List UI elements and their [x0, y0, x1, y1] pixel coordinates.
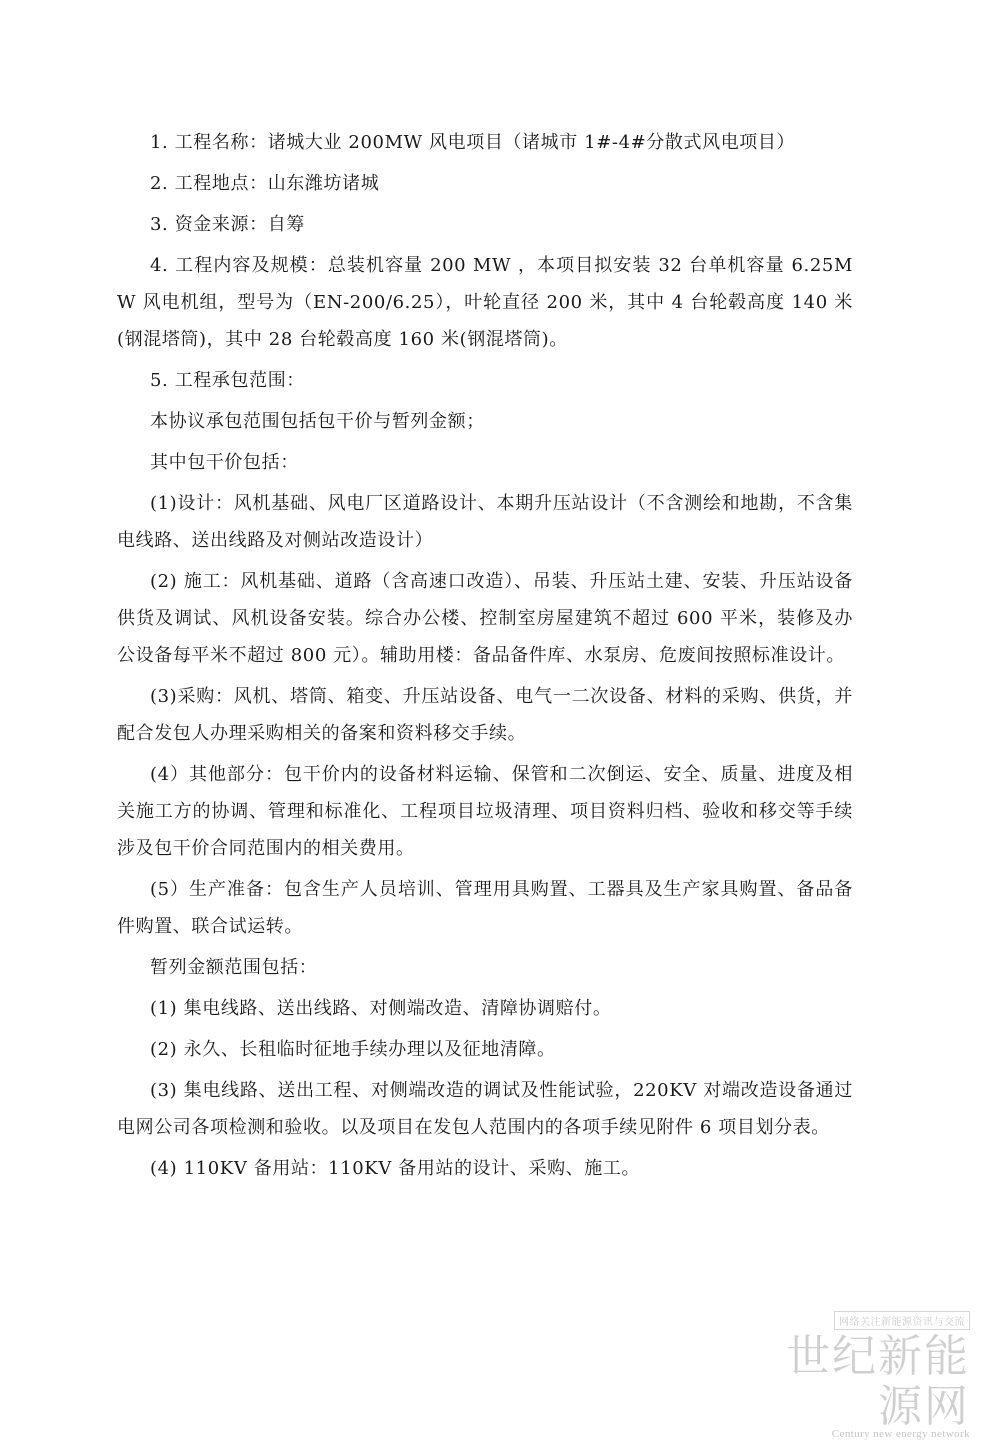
paragraph-funding-source: 3. 资金来源：自筹	[150, 214, 305, 235]
paragraph-contract-scope-heading: 5. 工程承包范围：	[150, 370, 305, 391]
paragraph-project-location: 2. 工程地点：山东潍坊诸城	[150, 173, 380, 194]
paragraph-production-prep: (5）生产准备：包含生产人员培训、管理用具购置、工器具及生产家具购置、备品备件购置、联合试运转。	[117, 879, 853, 937]
paragraph-provisional-heading: 暂列金额范围包括：	[150, 957, 318, 978]
paragraph-lump-sum-heading: 其中包干价包括：	[150, 452, 299, 473]
watermark-name: 世纪新能源网	[786, 1331, 970, 1432]
paragraph-provisional-1: (1) 集电线路、送出线路、对侧端改造、清障协调赔付。	[150, 998, 612, 1019]
paragraph-procurement: (3)采购：风机、塔筒、箱变、升压站设备、电气一二次设备、材料的采购、供货，并配合发包人办理采购相关的备案和资料移交手续。	[117, 686, 853, 744]
paragraph-provisional-3: (3) 集电线路、送出工程、对侧端改造的调试及性能试验，220KV 对端改造设备通过电网公司各项检测和验收。以及项目在发包人范围内的各项手续见附件 6 项目划分表。	[117, 1080, 853, 1138]
watermark	[750, 1310, 970, 1440]
paragraph-other: (4）其他部分：包干价内的设备材料运输、保管和二次倒运、安全、质量、进度及相关施工方的协调、管理和标准化、工程项目垃圾清理、项目资料归档、验收和移交等手续涉及包干价合同范围内的相关费用。	[117, 764, 853, 859]
paragraph-provisional-2: (2) 永久、长租临时征地手续办理以及征地清障。	[150, 1039, 556, 1060]
paragraph-construction: (2) 施工：风机基础、道路（含高速口改造）、吊装、升压站土建、安装、升压站设备供货及调试、风机设备安装。综合办公楼、控制室房屋建筑不超过 600 平米，装修及办公设备每平米不超过 800 元）。辅助用楼：备品备件库、水泵房、危废间按照标准设计。	[117, 571, 853, 666]
watermark-tag: 网络关注新能源资讯与交流	[834, 1311, 970, 1330]
paragraph-scope-summary: 本协议承包范围包括包干价与暂列金额；	[150, 411, 485, 432]
paragraph-content-scale: 4. 工程内容及规模：总装机容量 200 MW ，本项目拟安装 32 台单机容量 6.25MW 风电机组，型号为（EN-200/6.25），叶轮直径 200 米，其中 4 台轮毂高度 140 米(钢混塔筒)，其中 28 台轮毂高度 160 米(钢混塔筒)。	[117, 255, 853, 350]
paragraph-project-name: 1. 工程名称：诸城大业 200MW 风电项目（诸城市 1#-4#分散式风电项目）	[150, 132, 796, 153]
paragraph-design: (1)设计：风机基础、风电厂区道路设计、本期升压站设计（不含测绘和地勘，不含集电线路、送出线路及对侧站改造设计）	[117, 493, 853, 551]
watermark-subtitle: Century new energy network	[831, 1428, 970, 1440]
paragraph-provisional-4: (4) 110KV 备用站：110KV 备用站的设计、采购、施工。	[150, 1158, 641, 1179]
document-body	[117, 124, 853, 1191]
